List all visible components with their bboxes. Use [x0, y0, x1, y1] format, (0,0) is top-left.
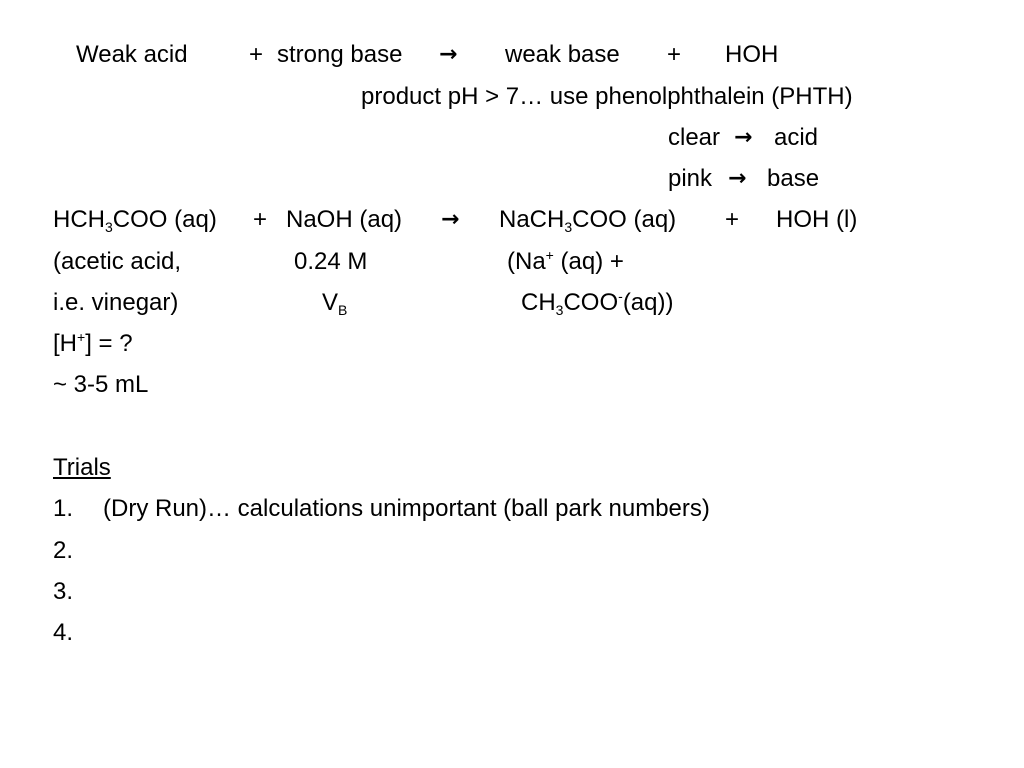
arrow-right-icon: → [439, 42, 458, 67]
trial-number: 2. [53, 537, 74, 564]
volume-estimate: ~ 3-5 mL [53, 371, 149, 398]
weak-base-label: weak base [505, 41, 620, 68]
acid-label: acid [774, 124, 819, 151]
water-formula: HOH (l) [776, 206, 858, 233]
weak-acid-label: Weak acid [76, 41, 188, 68]
plus-sign: + [253, 206, 268, 233]
trial-number: 4. [53, 619, 74, 646]
plus-sign: + [249, 41, 264, 68]
base-volume: $V_B$ [322, 289, 348, 318]
acetic-acid-note: (acetic acid, [53, 248, 182, 275]
acetate-ion: $CH_3COO^-(aq)$) [521, 288, 674, 318]
vinegar-note: i.e. vinegar) [53, 289, 179, 316]
plus-sign: + [725, 206, 740, 233]
concentration-value: 0.24 M [294, 248, 368, 275]
arrow-right-icon: → [734, 125, 753, 150]
product-ph-note: product pH > 7… use phenolphthalein (PHTH) [361, 83, 853, 110]
pink-label: pink [668, 165, 713, 192]
arrow-right-icon: → [728, 166, 747, 191]
naoh-formula: NaOH (aq) [286, 206, 403, 233]
clear-label: clear [668, 124, 721, 151]
base-label: base [767, 165, 820, 192]
trial-description: (Dry Run)… calculations unimportant (ball park numbers) [103, 495, 710, 522]
hydrogen-ion-question: [H+] = ? [53, 329, 133, 357]
arrow-right-icon: → [441, 207, 460, 232]
trial-number: 3. [53, 578, 74, 605]
trials-heading: Trials [53, 454, 111, 481]
hoh-label: HOH [725, 41, 779, 68]
trial-number: 1. [53, 495, 74, 522]
plus-sign: + [667, 41, 682, 68]
strong-base-label: strong base [277, 41, 403, 68]
sodium-ion: (Na+ (aq) + [507, 247, 624, 275]
sodium-acetate-formula: NaCH$_3$COO (aq) [499, 206, 677, 235]
acetic-acid-formula: $HCH_3COO$ (aq) [53, 206, 217, 235]
